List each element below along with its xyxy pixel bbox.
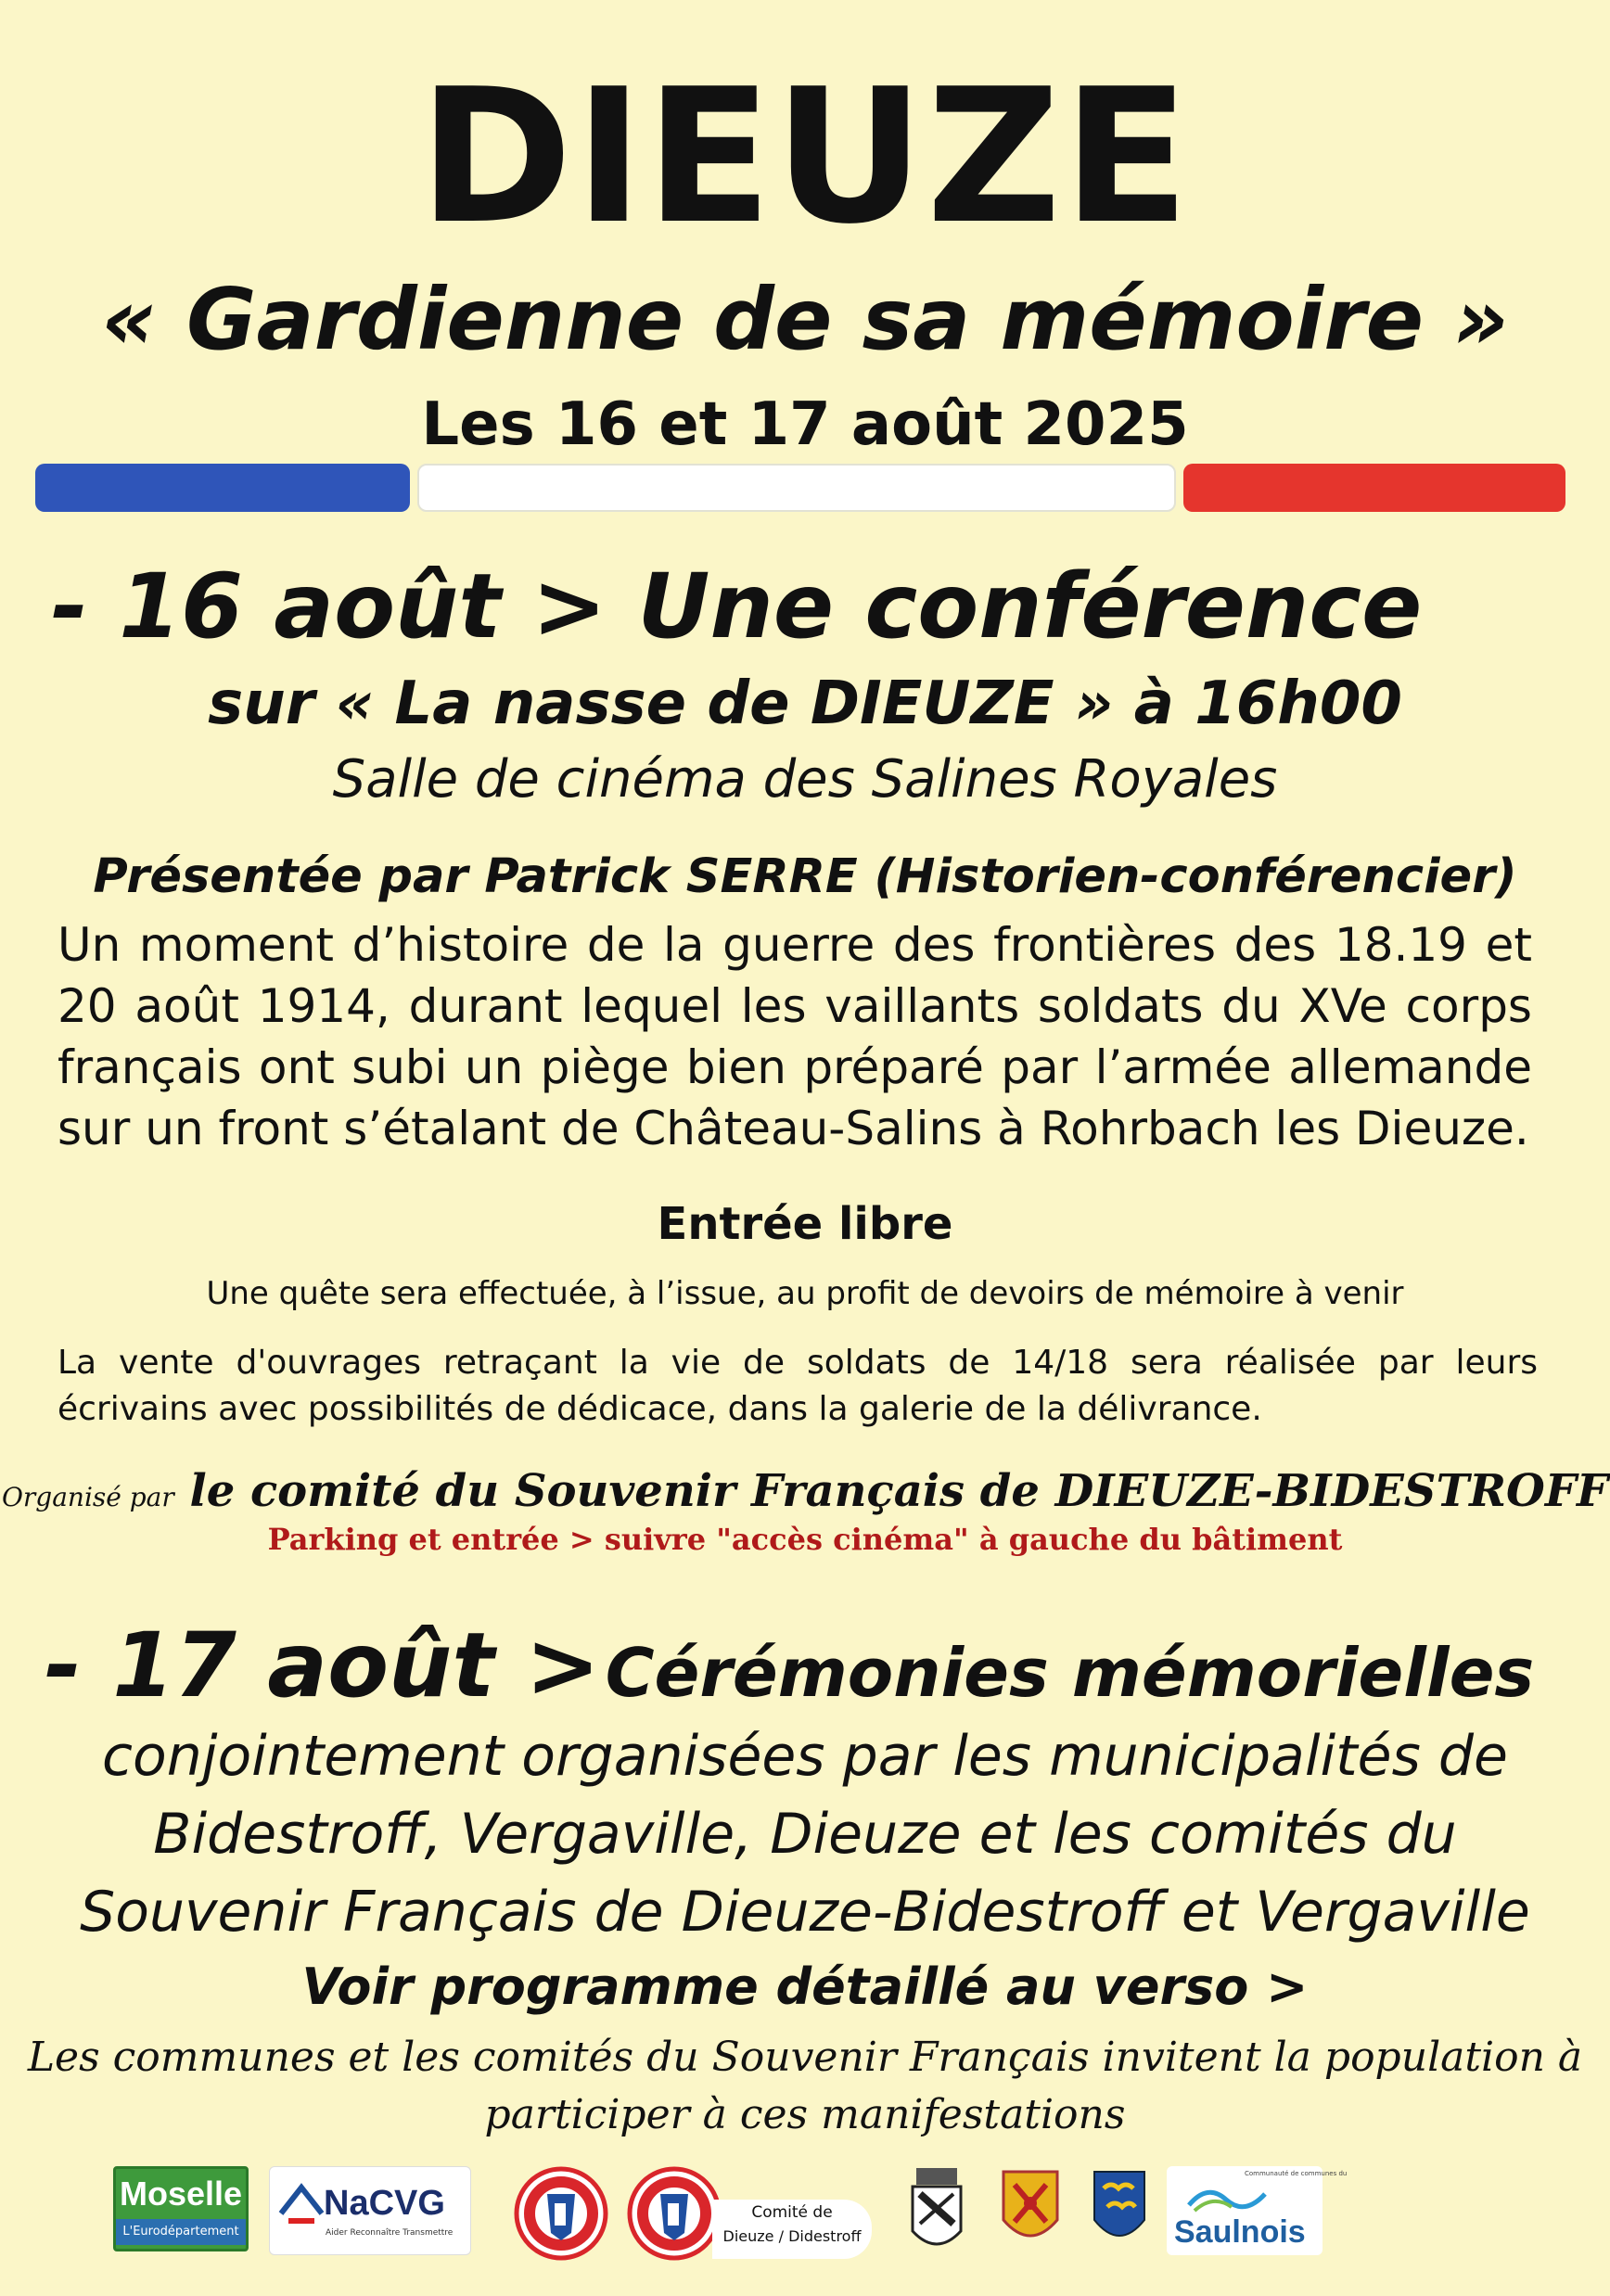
day17-heading-main: Cérémonies mémorielles — [605, 1634, 1535, 1712]
see-program: Voir programme détaillé au verso > — [301, 1958, 1309, 2016]
parking-note: Parking et entrée > suivre "accès cinéma" à gauche du bâtiment — [267, 1522, 1343, 1557]
souvenir-francais-emblem-icon-2 — [627, 2166, 722, 2261]
day16-presenter: Présentée par Patrick SERRE (Historien-conférencier) — [93, 849, 1517, 904]
souvenir-francais-emblem-icon — [514, 2166, 608, 2261]
moselle-logo-tagline: L'Eurodépartement — [116, 2219, 246, 2245]
moselle-logo — [113, 2166, 249, 2251]
invitation — [0, 2029, 1610, 2144]
comite-dieuze-logo — [627, 2166, 874, 2263]
comite-logo-box — [712, 2200, 872, 2259]
entry-free: Entrée libre — [657, 1198, 953, 1250]
day17-line3: Souvenir Français de Dieuze-Bidestroff et Vergaville — [80, 1880, 1530, 1945]
nacvg-emblem-icon — [275, 2180, 327, 2232]
saulnois-wave-icon — [1185, 2177, 1269, 2214]
day16-venue: Salle de cinéma des Salines Royales — [332, 749, 1278, 810]
day17-description — [0, 1717, 1610, 1951]
moselle-logo-name: Moselle — [119, 2175, 243, 2213]
nacvg-logo — [269, 2166, 471, 2255]
comite-logo-line1: Comité de — [751, 2203, 833, 2222]
day17-heading-prefix: - 17 août > — [45, 1614, 601, 1717]
saulnois-logo — [1167, 2166, 1348, 2255]
day17-line2: Bidestroff, Vergaville, Dieuze et les comités du — [153, 1802, 1457, 1867]
partner-logos — [0, 2166, 1610, 2268]
book-sale-note: La vente d'ouvrages retraçant la vie de soldats de 14/18 sera réalisée par leurs écrivains avec possibilités de dédicace, dans la galerie de la délivrance. — [58, 1344, 1538, 1428]
organizer-name: le comité du Souvenir Français de DIEUZE-BIDESTROFF — [189, 1465, 1609, 1517]
flag-blue-stripe — [35, 464, 410, 512]
organizer-prefix: Organisé par — [1, 1482, 174, 1512]
coat-of-arms-dieuze-icon — [909, 2166, 965, 2259]
coat-of-arms-vergaville-icon — [1000, 2166, 1061, 2250]
day16-description: Un moment d’histoire de la guerre des frontières des 18.19 et 20 août 1914, durant lequel les vaillants soldats du XVe corps français ont subi un piège bien préparé par l’armée allemande sur un front s’étalant de Château-Salins à Rohrbach les Dieuze. — [58, 918, 1532, 1155]
event-dates: Les 16 et 17 août 2025 — [421, 390, 1189, 459]
souvenir-francais-logo — [514, 2166, 608, 2261]
organizer-line — [0, 1463, 1610, 1525]
collection-note: Une quête sera effectuée, à l’issue, au profit de devoirs de mémoire à venir — [206, 1275, 1404, 1312]
poster-subtitle: « Gardienne de sa mémoire » — [101, 270, 1509, 369]
saulnois-logo-name: Saulnois — [1174, 2214, 1306, 2250]
comite-logo-line2: Dieuze / Didestroff — [722, 2227, 862, 2245]
day16-heading: - 16 août > Une conférence — [51, 555, 1423, 658]
coat-of-arms-bidestroff-icon — [1091, 2166, 1148, 2250]
invitation-line2: participer à ces manifestations — [484, 2091, 1126, 2138]
flag-red-stripe — [1183, 464, 1565, 512]
nacvg-logo-name: NaCVG — [324, 2184, 445, 2223]
flag-white-stripe — [417, 464, 1176, 512]
poster-title: DIEUZE — [418, 49, 1192, 265]
saulnois-logo-top: Communauté de communes du — [1245, 2170, 1348, 2177]
day17-line1: conjointement organisées par les municipalités de — [102, 1724, 1508, 1789]
invitation-line1: Les communes et les comités du Souvenir Français invitent la population à — [27, 2034, 1583, 2081]
day16-subheading: sur « La nasse de DIEUZE » à 16h00 — [208, 670, 1402, 738]
nacvg-logo-tagline: Aider Reconnaître Transmettre — [326, 2228, 454, 2238]
